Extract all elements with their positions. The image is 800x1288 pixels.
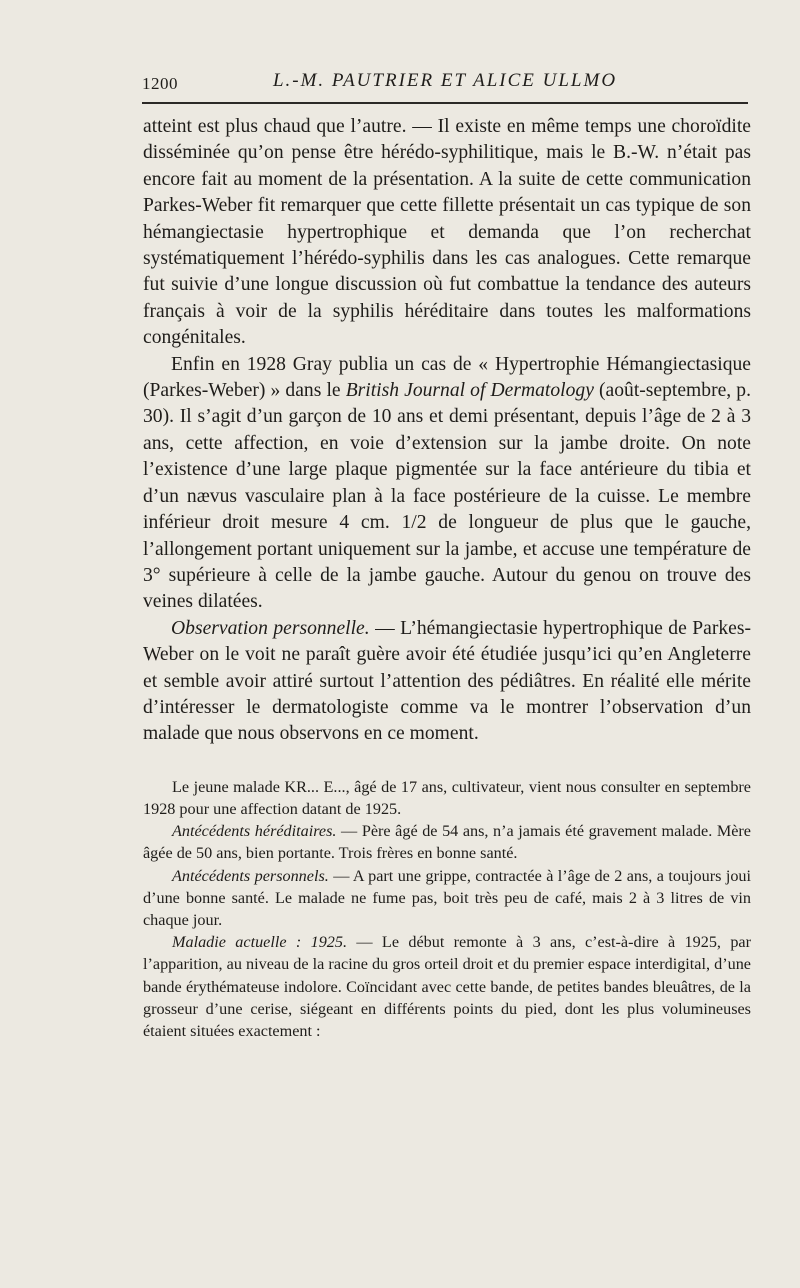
main-text (143, 114, 751, 748)
case-paragraph-intro: Le jeune malade KR... E..., âgé de 17 ans, cultivateur, vient nous consulter en septembre 1928 pour une affection datant de 1925. (143, 777, 751, 818)
case-paragraph-current: Maladie actuelle : 1925. — Le début remonte à 3 ans, c’est-à-dire à 1925, par l’apparition, au niveau de la racine du gros orteil droit et du premier espace interdigital, d’une bande érythémateuse indolore. Coïncidant avec cette bande, de petites bandes bleuâtres, de la grosseur d’une cerise, siégeant en différents points du pied, dont les plus volumineuses étaient situées exactement : (143, 933, 751, 1040)
page-header (142, 70, 748, 100)
heading-current-illness: Maladie actuelle : 1925. (172, 933, 348, 952)
case-paragraph-hereditary: Antécédents héréditaires. — Père âgé de 54 ans, n’a jamais été gravement malade. Mère âgée de 50 ans, bien portante. Trois frères en bonne santé. (143, 822, 751, 863)
section-heading-observation: Observation personnelle. (171, 617, 370, 639)
body-text (143, 114, 751, 1042)
heading-hereditary: Antécédents héréditaires. (172, 822, 337, 841)
paragraph-gray-case: Enfin en 1928 Gray publia un cas de « Hypertrophie Hémangiectasique (Parkes-Weber) » dans le British Journal of Dermatology (août-septembre, p. 30). Il s’agit d’un garçon de 10 ans et demi présentant, depuis l’âge de 2 à 3 ans, cette affection, en voie d’extension sur la jambe droite. On note l’existence d’une large plaque pigmentée sur la face antérieure du tibia et d’un nævus vasculaire plan à la face postérieure de la cuisse. Le membre inférieur droit mesure 4 cm. 1/2 de longueur de plus que le gauche, l’allongement portant uniquement sur la jambe, et accuse une température de 3° supérieure à celle de la jambe gauche. Autour du genou on trouve des veines dilatées. (143, 353, 751, 613)
journal-title: British Journal of Dermatology (345, 380, 594, 402)
paragraph-continuation: atteint est plus chaud que l’autre. — Il existe en même temps une choroïdite disséminée qu’on pense être hérédo-syphilitique, mais le B.-W. n’était pas encore fait au moment de la présentation. A la suite de cette communication Parkes-Weber fit remarquer que cette fillette présentait un cas typique de son hémangiectasie hypertrophique et demanda que l’on recherchat systématiquement l’hérédo-syphilis dans les cas analogues. Cette remarque fut suivie d’une longue discussion où fut combattue la tendance des auteurs français à voir de la syphilis héréditaire dans toutes les malformations congénitales. (143, 116, 751, 349)
paragraph-observation: Observation personnelle. — L’hémangiectasie hypertrophique de Parkes-Weber on le voit ne paraît guère avoir été étudiée jusqu’ici qu’en Angleterre et semble avoir attiré surtout l’attention des pédiâtres. En réalité elle mérite d’intéresser le dermatologiste comme va le montrer l’observation d’un malade que nous observons en ce moment. (143, 617, 751, 745)
page-number: 1200 (142, 74, 178, 93)
case-report (143, 776, 751, 1042)
heading-personal: Antécédents personnels. (172, 866, 329, 885)
running-title: L.-M. PAUTRIER ET ALICE ULLMO (272, 70, 618, 91)
header-rule (142, 102, 748, 104)
case-paragraph-personal: Antécédents personnels. — A part une grippe, contractée à l’âge de 2 ans, a toujours joui d’une bonne santé. Le malade ne fume pas, boit très peu de café, mais 2 à 3 litres de vin chaque jour. (143, 866, 752, 929)
